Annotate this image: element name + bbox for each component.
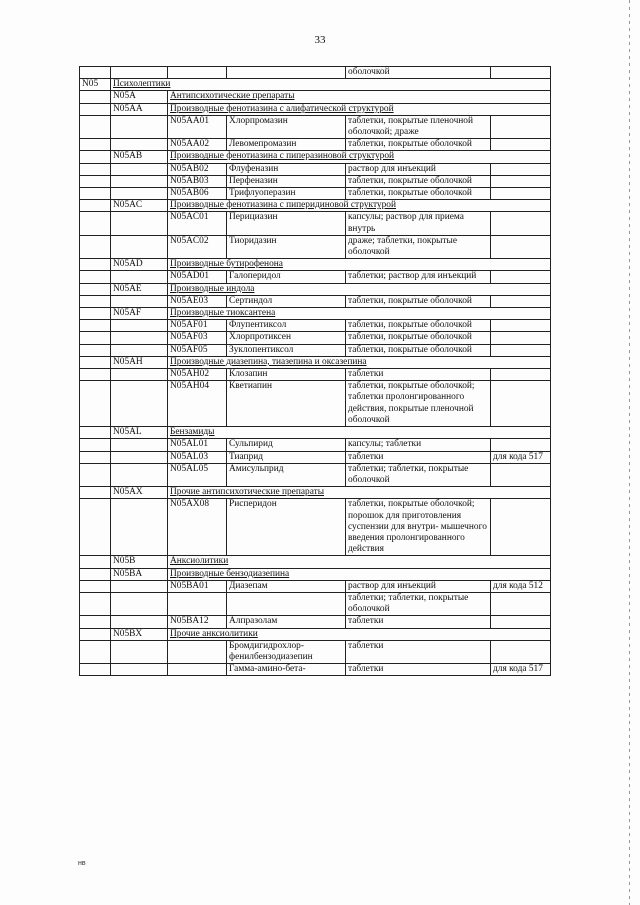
- atc-group-cell: [80, 580, 111, 592]
- atc-group-cell: [80, 259, 111, 271]
- atc-group-cell: [80, 212, 111, 235]
- table-row: [80, 91, 551, 103]
- atc-group-cell: [80, 381, 111, 427]
- dosage-form-cell: раствор для инъекций: [346, 580, 491, 592]
- table-row: [80, 67, 551, 79]
- atc-group-cell: N05: [80, 79, 111, 91]
- note-cell: [491, 439, 551, 451]
- atc-group-cell: [80, 67, 111, 79]
- table-row: [80, 628, 551, 640]
- note-cell: [491, 235, 551, 258]
- group-title-cell: Производные тиоксантена: [168, 308, 551, 320]
- atc-code-cell: N05AL05: [168, 463, 227, 486]
- atc-group-cell: [80, 115, 111, 138]
- atc-subgroup-cell: [111, 369, 168, 381]
- atc-group-cell: [80, 151, 111, 163]
- atc-subgroup-cell: [111, 163, 168, 175]
- table-row: [80, 381, 551, 427]
- atc-group-cell: [80, 369, 111, 381]
- dosage-form-cell: таблетки, покрытые оболочкой; таблетки пролонгированного действия, покрытые пленочной оболочкой: [346, 381, 491, 427]
- table-row: [80, 175, 551, 187]
- table-row: [80, 568, 551, 580]
- group-title-cell: Прочие анксиолитики: [168, 628, 551, 640]
- dosage-form-cell: таблетки, покрытые оболочкой: [346, 295, 491, 307]
- note-cell: [491, 463, 551, 486]
- note-cell: [491, 640, 551, 663]
- note-cell: [491, 67, 551, 79]
- atc-subgroup-cell: N05AB: [111, 151, 168, 163]
- note-cell: [491, 163, 551, 175]
- dosage-form-cell: таблетки: [346, 664, 491, 676]
- note-cell: для кода 512: [491, 580, 551, 592]
- table-row: [80, 271, 551, 283]
- group-title-cell: Производные диазепина, тиазепина и оксазепина: [168, 356, 551, 368]
- atc-code-cell: N05AF01: [168, 320, 227, 332]
- atc-code-cell: N05AB06: [168, 188, 227, 200]
- table-row: [80, 115, 551, 138]
- atc-group-cell: [80, 139, 111, 151]
- atc-subgroup-cell: [111, 580, 168, 592]
- table-row: [80, 640, 551, 663]
- drug-name-cell: Амисульприд: [227, 463, 346, 486]
- drug-name-cell: Флупентиксол: [227, 320, 346, 332]
- table-row: [80, 344, 551, 356]
- atc-group-cell: [80, 332, 111, 344]
- atc-subgroup-cell: N05AE: [111, 283, 168, 295]
- note-cell: [491, 271, 551, 283]
- atc-group-cell: [80, 344, 111, 356]
- atc-subgroup-cell: N05AF: [111, 308, 168, 320]
- note-cell: [491, 332, 551, 344]
- note-cell: [491, 369, 551, 381]
- table-row: [80, 556, 551, 568]
- note-cell: [491, 295, 551, 307]
- table-row: [80, 235, 551, 258]
- dosage-form-cell: таблетки, покрытые оболочкой: [346, 139, 491, 151]
- atc-subgroup-cell: [111, 344, 168, 356]
- page-number: 33: [314, 34, 326, 46]
- drug-name-cell: Галоперидол: [227, 271, 346, 283]
- group-title-cell: Анксиолитики: [168, 556, 551, 568]
- table-row: [80, 439, 551, 451]
- atc-code-cell: N05AL03: [168, 451, 227, 463]
- atc-group-cell: [80, 175, 111, 187]
- atc-code-cell: [168, 664, 227, 676]
- atc-subgroup-cell: [111, 115, 168, 138]
- atc-group-cell: [80, 463, 111, 486]
- atc-code-cell: N05BA12: [168, 616, 227, 628]
- dosage-form-cell: таблетки: [346, 640, 491, 663]
- group-title-cell: Бензамиды: [168, 427, 551, 439]
- atc-subgroup-cell: N05AC: [111, 200, 168, 212]
- table-row: [80, 499, 551, 556]
- drug-name-cell: Кветиапин: [227, 381, 346, 427]
- atc-subgroup-cell: [111, 67, 168, 79]
- drug-classification-table: [79, 66, 551, 676]
- atc-subgroup-cell: [111, 616, 168, 628]
- atc-subgroup-cell: [111, 139, 168, 151]
- atc-subgroup-cell: N05BX: [111, 628, 168, 640]
- atc-code-cell: [168, 67, 227, 79]
- atc-group-cell: [80, 91, 111, 103]
- dosage-form-cell: таблетки, покрытые пленочной оболочкой; драже: [346, 115, 491, 138]
- atc-code-cell: N05AB03: [168, 175, 227, 187]
- table-row: [80, 332, 551, 344]
- note-cell: [491, 344, 551, 356]
- atc-subgroup-cell: [111, 664, 168, 676]
- drug-name-cell: Диазепам: [227, 580, 346, 592]
- atc-subgroup-cell: [111, 439, 168, 451]
- table-row: [80, 664, 551, 676]
- atc-subgroup-cell: N05A: [111, 91, 168, 103]
- dosage-form-cell: капсулы; таблетки: [346, 439, 491, 451]
- atc-group-cell: [80, 308, 111, 320]
- dosage-form-cell: оболочкой: [346, 67, 491, 79]
- drug-name-cell: Хлорпротиксен: [227, 332, 346, 344]
- atc-subgroup-cell: [111, 188, 168, 200]
- table-row: [80, 212, 551, 235]
- atc-group-cell: [80, 568, 111, 580]
- group-title-cell: Производные фенотиазина с пиперидиновой структурой: [168, 200, 551, 212]
- drug-name-cell: Гамма-амино-бета-: [227, 664, 346, 676]
- group-title-cell: Производные индола: [168, 283, 551, 295]
- drug-name-cell: Тиаприд: [227, 451, 346, 463]
- drug-name-cell: Бромдигидрохлор-фенилбензодиазепин: [227, 640, 346, 663]
- drug-name-cell: Левомепромазин: [227, 139, 346, 151]
- note-cell: [491, 212, 551, 235]
- table-row: [80, 308, 551, 320]
- atc-group-cell: [80, 356, 111, 368]
- table-row: [80, 616, 551, 628]
- dosage-form-cell: таблетки; раствор для инъекций: [346, 271, 491, 283]
- atc-subgroup-cell: [111, 212, 168, 235]
- atc-subgroup-cell: N05AD: [111, 259, 168, 271]
- note-cell: [491, 175, 551, 187]
- atc-subgroup-cell: N05AH: [111, 356, 168, 368]
- group-title-cell: Производные бутирофенона: [168, 259, 551, 271]
- dosage-form-cell: таблетки, покрытые оболочкой: [346, 175, 491, 187]
- table-row: [80, 451, 551, 463]
- atc-subgroup-cell: [111, 235, 168, 258]
- atc-group-cell: [80, 487, 111, 499]
- atc-group-cell: [80, 427, 111, 439]
- dosage-form-cell: таблетки, покрытые оболочкой: [346, 188, 491, 200]
- atc-code-cell: N05AE03: [168, 295, 227, 307]
- drug-name-cell: Хлорпромазин: [227, 115, 346, 138]
- drug-name-cell: Зуклопентиксол: [227, 344, 346, 356]
- group-title-cell: Производные фенотиазина с алифатической структурой: [168, 103, 551, 115]
- atc-code-cell: N05AX08: [168, 499, 227, 556]
- atc-group-cell: [80, 271, 111, 283]
- atc-group-cell: [80, 320, 111, 332]
- atc-subgroup-cell: [111, 499, 168, 556]
- atc-group-cell: [80, 628, 111, 640]
- table-row: [80, 427, 551, 439]
- atc-code-cell: N05AF05: [168, 344, 227, 356]
- drug-name-cell: [227, 67, 346, 79]
- dosage-form-cell: таблетки; таблетки, покрытые оболочкой: [346, 592, 491, 615]
- table-row: [80, 283, 551, 295]
- atc-group-cell: [80, 592, 111, 615]
- dosage-form-cell: драже; таблетки, покрытые оболочкой: [346, 235, 491, 258]
- table-row: [80, 592, 551, 615]
- table-row: [80, 139, 551, 151]
- dosage-form-cell: раствор для инъекций: [346, 163, 491, 175]
- group-title-cell: Антипсихотические препараты: [168, 91, 551, 103]
- group-title-cell: Производные бензодиазепина: [168, 568, 551, 580]
- atc-subgroup-cell: N05AL: [111, 427, 168, 439]
- dosage-form-cell: таблетки, покрытые оболочкой: [346, 344, 491, 356]
- drug-name-cell: Трифлуоперазин: [227, 188, 346, 200]
- note-cell: [491, 139, 551, 151]
- atc-code-cell: N05AH02: [168, 369, 227, 381]
- dosage-form-cell: таблетки: [346, 451, 491, 463]
- drug-name-cell: Алпразолам: [227, 616, 346, 628]
- drug-name-cell: Сертиндол: [227, 295, 346, 307]
- atc-subgroup-cell: [111, 175, 168, 187]
- atc-group-cell: [80, 640, 111, 663]
- dosage-form-cell: таблетки; таблетки, покрытые оболочкой: [346, 463, 491, 486]
- table-row: [80, 487, 551, 499]
- table-row: [80, 103, 551, 115]
- atc-group-cell: [80, 200, 111, 212]
- atc-code-cell: [168, 640, 227, 663]
- note-cell: [491, 592, 551, 615]
- drug-name-cell: [227, 592, 346, 615]
- atc-subgroup-cell: [111, 271, 168, 283]
- drug-name-cell: Клозапин: [227, 369, 346, 381]
- atc-group-cell: [80, 439, 111, 451]
- table-row: [80, 580, 551, 592]
- drug-name-cell: Перфеназин: [227, 175, 346, 187]
- atc-code-cell: N05AD01: [168, 271, 227, 283]
- table-row: [80, 200, 551, 212]
- group-title-cell: Прочие антипсихотические препараты: [168, 487, 551, 499]
- dosage-form-cell: таблетки: [346, 616, 491, 628]
- atc-code-cell: N05AA01: [168, 115, 227, 138]
- atc-subgroup-cell: N05B: [111, 556, 168, 568]
- scan-edge-line: [629, 0, 630, 905]
- note-cell: [491, 115, 551, 138]
- atc-subgroup-cell: [111, 320, 168, 332]
- atc-code-cell: N05AL01: [168, 439, 227, 451]
- note-cell: [491, 320, 551, 332]
- atc-subgroup-cell: [111, 640, 168, 663]
- table-row: [80, 463, 551, 486]
- atc-subgroup-cell: [111, 381, 168, 427]
- dosage-form-cell: капсулы; раствор для приема внутрь: [346, 212, 491, 235]
- table-row: [80, 259, 551, 271]
- drug-name-cell: Сульпирид: [227, 439, 346, 451]
- group-title-cell: Психолептики: [111, 79, 551, 91]
- atc-group-cell: [80, 451, 111, 463]
- atc-subgroup-cell: [111, 332, 168, 344]
- atc-code-cell: N05AC01: [168, 212, 227, 235]
- atc-group-cell: [80, 499, 111, 556]
- note-cell: [491, 381, 551, 427]
- atc-subgroup-cell: [111, 463, 168, 486]
- dosage-form-cell: таблетки: [346, 369, 491, 381]
- atc-group-cell: [80, 664, 111, 676]
- atc-subgroup-cell: N05AA: [111, 103, 168, 115]
- note-cell: [491, 499, 551, 556]
- table-row: [80, 369, 551, 381]
- footer-mark: нв: [78, 860, 86, 867]
- atc-code-cell: N05AB02: [168, 163, 227, 175]
- atc-group-cell: [80, 235, 111, 258]
- table-row: [80, 320, 551, 332]
- atc-group-cell: [80, 556, 111, 568]
- note-cell: для кода 517: [491, 664, 551, 676]
- table-row: [80, 356, 551, 368]
- drug-name-cell: Рисперидон: [227, 499, 346, 556]
- atc-code-cell: N05BA01: [168, 580, 227, 592]
- atc-code-cell: [168, 592, 227, 615]
- atc-code-cell: N05AF03: [168, 332, 227, 344]
- atc-subgroup-cell: N05AX: [111, 487, 168, 499]
- table-row: [80, 151, 551, 163]
- table-row: [80, 295, 551, 307]
- drug-name-cell: Тиоридазин: [227, 235, 346, 258]
- dosage-form-cell: таблетки, покрытые оболочкой: [346, 332, 491, 344]
- atc-subgroup-cell: [111, 592, 168, 615]
- atc-code-cell: N05AC02: [168, 235, 227, 258]
- table-row: [80, 188, 551, 200]
- dosage-form-cell: таблетки, покрытые оболочкой; порошок для приготовления суспензии для внутри- мышечного введения пролонгированного действия: [346, 499, 491, 556]
- group-title-cell: Производные фенотиазина с пиперазиновой структурой: [168, 151, 551, 163]
- atc-group-cell: [80, 295, 111, 307]
- atc-group-cell: [80, 103, 111, 115]
- drug-name-cell: Перициазин: [227, 212, 346, 235]
- atc-subgroup-cell: N05BA: [111, 568, 168, 580]
- drug-name-cell: Флуфеназин: [227, 163, 346, 175]
- atc-subgroup-cell: [111, 451, 168, 463]
- table-row: [80, 163, 551, 175]
- atc-subgroup-cell: [111, 295, 168, 307]
- note-cell: для кода 517: [491, 451, 551, 463]
- dosage-form-cell: таблетки, покрытые оболочкой: [346, 320, 491, 332]
- note-cell: [491, 188, 551, 200]
- note-cell: [491, 616, 551, 628]
- atc-code-cell: N05AH04: [168, 381, 227, 427]
- atc-group-cell: [80, 283, 111, 295]
- atc-group-cell: [80, 163, 111, 175]
- atc-code-cell: N05AA02: [168, 139, 227, 151]
- atc-group-cell: [80, 616, 111, 628]
- atc-group-cell: [80, 188, 111, 200]
- table-row: [80, 79, 551, 91]
